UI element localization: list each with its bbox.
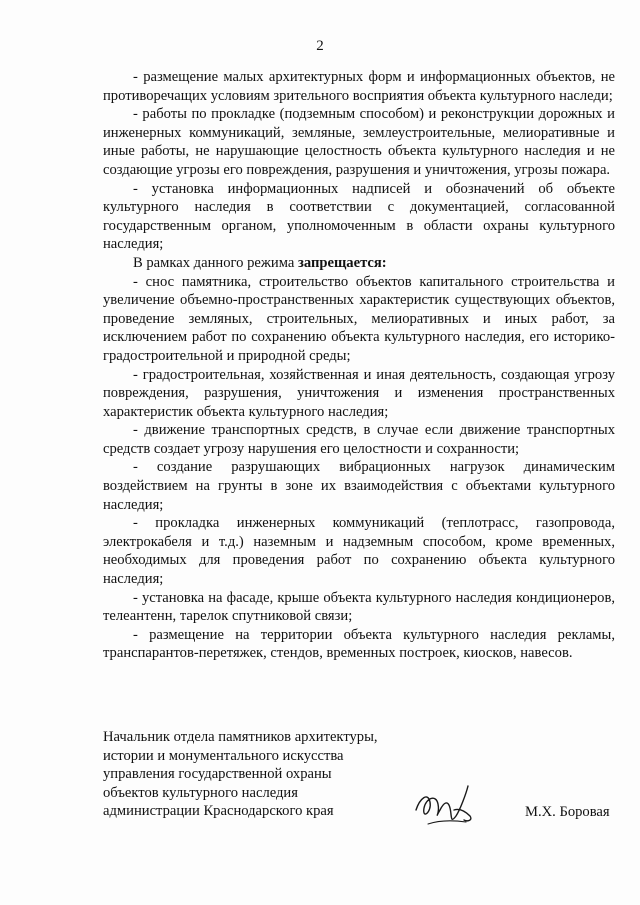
signature-position-line: истории и монументального искусства: [103, 747, 344, 764]
prohibition-item-engineering-lines: - прокладка инженерных коммуникаций (теплотрасс, газопровода, электрокабеля и т.д.) наземным и надземным способом, кроме временных, необходимых для проведения работ по сохранению объекта культурного наследия;: [103, 515, 615, 588]
prohibition-item-advertising: - размещение на территории объекта культурного наследия рекламы, транспарантов-перетяжек, стендов, временных построек, киосков, навесов.: [103, 626, 615, 662]
paragraph-small-forms: - размещение малых архитектурных форм и информационных объектов, не противоречащих условиям зрительного восприятия объекта культурного наследи;: [103, 69, 615, 104]
signature-position-line: Начальник отдела памятников архитектуры,: [103, 729, 378, 745]
prohibition-keyword: запрещается:: [298, 254, 387, 271]
signatory-name: М.Х. Боровая: [525, 804, 610, 820]
page-number: 2: [316, 38, 324, 54]
prohibition-item-vibration: - создание разрушающих вибрационных нагрузок динамическим воздействием на грунты в зоне их взаимодействия с объектами культурного наследия;: [103, 459, 615, 513]
prohibition-intro: В рамках данного режима: [133, 254, 298, 271]
signature-position-line: управления государственной охраны: [103, 766, 332, 783]
handwritten-signature: [410, 780, 480, 830]
prohibition-item-demolition: - снос памятника, строительство объектов капитального строительства и увеличение объемно-пространственных характеристик существующих объектов, проведение земляных, строительных, мелиоративных и иных работ, за исключением работ по сохранению объекта культурного наследия, его историко-градостроительной и природной среды;: [103, 273, 615, 364]
prohibition-item-traffic: - движение транспортных средств, в случае если движение транспортных средств создает угрозу нарушения его целостности и сохранности;: [103, 422, 615, 457]
prohibition-item-urban-activity: - градостроительная, хозяйственная и иная деятельность, создающая угрозу повреждения, разрушения, уничтожения и изменения пространственных характеристик объекта культурного наследия;: [103, 366, 615, 420]
paragraph-info-signs: - установка информационных надписей и обозначений об объекте культурного наследия в соответствии с документацией, согласованной государственным органом, уполномоченным в области охраны культурного наследия;: [103, 180, 615, 253]
signature-position-line: администрации Краснодарского края: [103, 803, 334, 820]
document-body: [103, 68, 615, 663]
prohibition-heading: [103, 254, 615, 273]
paragraph-utility-works: - работы по прокладке (подземным способом) и реконструкции дорожных и инженерных коммуникаций, земляные, землеустроительные, мелиоративные и иные работы, не нарушающие целостность объекта культурного наследия и не создающие угрозы его повреждения, разрушения и уничтожения, угрозы пожара.: [103, 106, 615, 178]
signature-position-line: объектов культурного наследия: [103, 784, 298, 801]
prohibition-item-facade-equipment: - установка на фасаде, крыше объекта культурного наследия кондиционеров, телеантенн, тарелок спутниковой связи;: [103, 589, 615, 625]
